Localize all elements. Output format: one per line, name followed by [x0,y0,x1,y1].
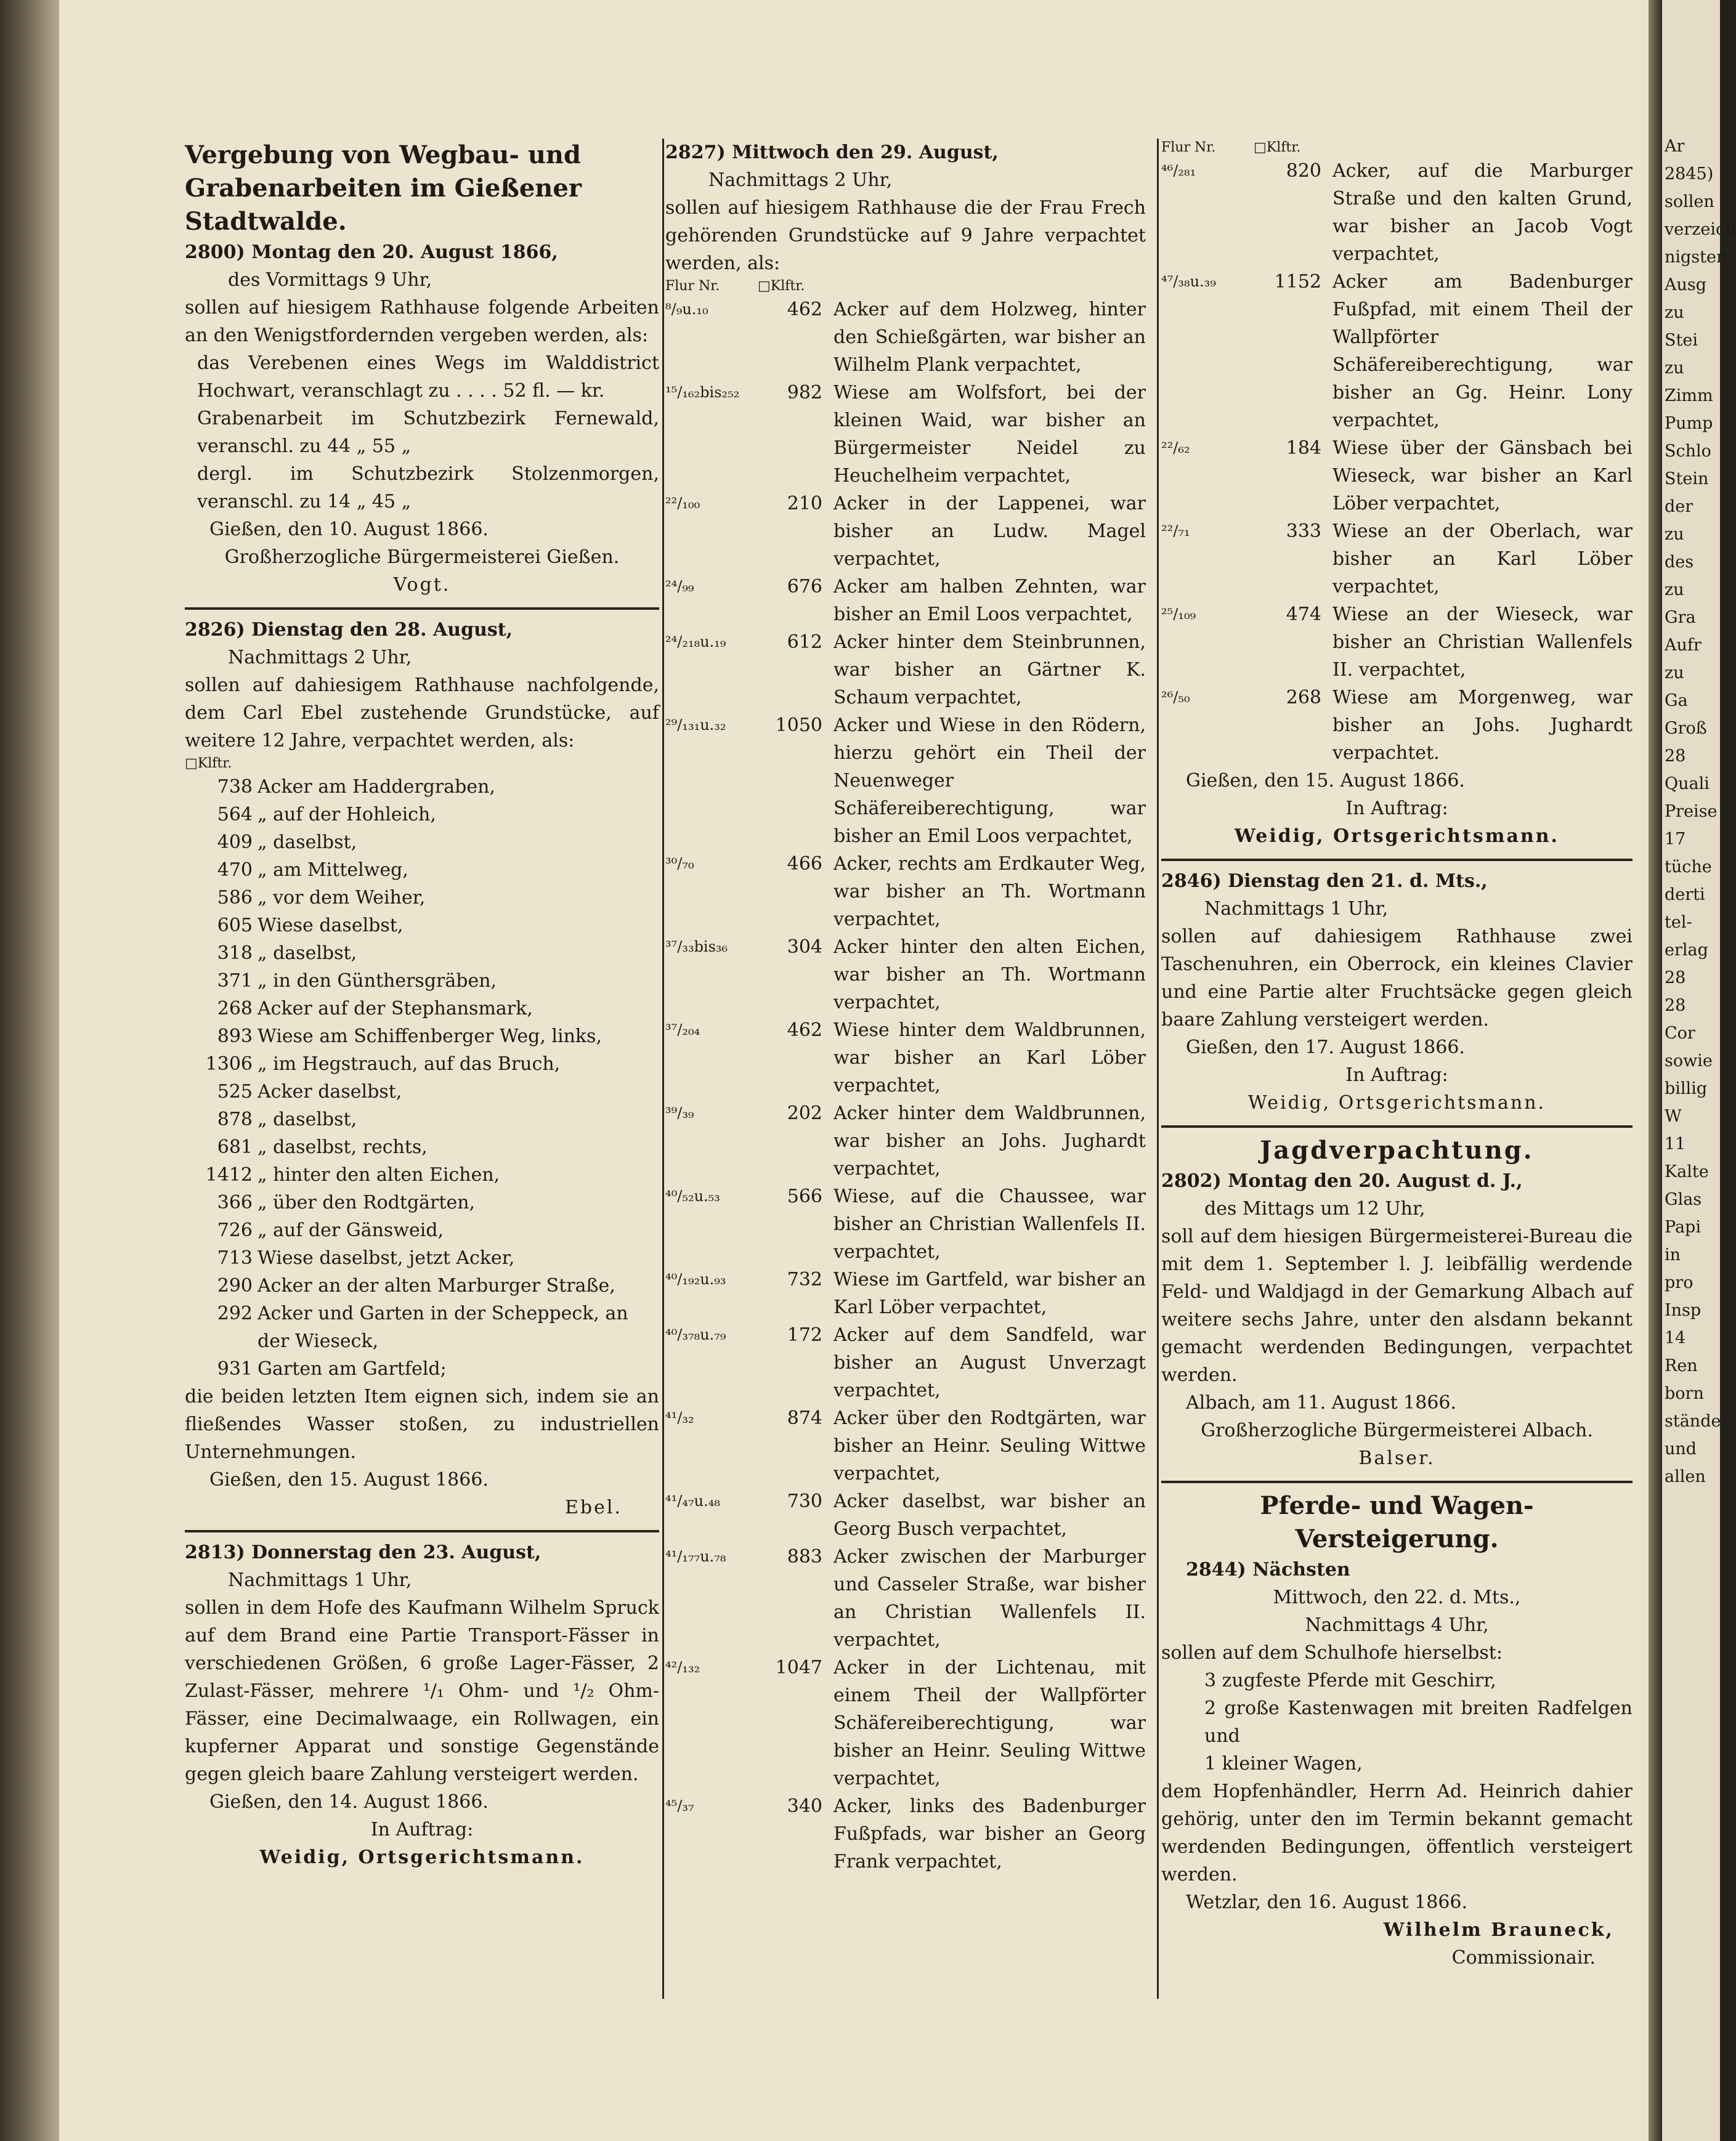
notice-number-date: 2846) Dienstag den 21. d. Mts., [1161,870,1488,892]
flur-number: ²²/₇₁ [1161,522,1190,540]
notice-time: Nachmittags 2 Uhr, [228,647,412,668]
next-page-fragment: Ren [1665,1356,1698,1375]
flur-number: ³⁷/₂₀₄ [665,1021,700,1038]
area-klafter: 525 [217,1081,253,1103]
next-page-fragment: billig [1665,1079,1708,1098]
table-row [665,850,1146,933]
parcel-description: Acker hinter dem Waldbrunnen, war bisher an Johs. Jughardt verpachtet, [834,1103,1146,1180]
table-row [185,1216,659,1244]
next-page-edge [1662,0,1736,2141]
parcel-table [665,277,1146,1876]
parcel-description: „ daselbst, [258,1109,357,1130]
table-row [665,1654,1146,1792]
parcel-description: Acker am Badenburger Fußpfad, mit einem Theil der Wallpförter Schäfereiberechtigung, war bisher an Gg. Heinr. Lony verpachtet, [1332,271,1633,431]
table-row [185,1189,659,1216]
parcel-description: Acker, rechts am Erdkauter Weg, war bisher an Th. Wortmann verpachtet, [834,853,1146,930]
notice-item: 2 große Kastenwagen mit breiten Radfelgen und [1204,1698,1633,1747]
table-row [185,856,659,884]
parcel-description: Wiese an der Wieseck, war bisher an Christian Wallenfels II. verpachtet, [1332,604,1633,681]
flur-number: ⁴⁰/₁₉₂u.₉₃ [665,1271,726,1288]
column-1 [185,139,659,1871]
flur-number: ²²/₁₀₀ [665,495,700,512]
notice-item: Grabenarbeit im Schutzbezirk Fernewald, veranschl. zu 44 „ 55 „ [197,408,659,457]
parcel-description: Acker daselbst, war bisher an Georg Busch verpachtet, [834,1491,1146,1540]
next-page-fragment: Preise [1665,802,1718,821]
parcel-description: „ auf der Gänsweid, [258,1220,444,1241]
next-page-fragment: derti [1665,885,1705,904]
flur-number: ⁴¹/₃₂ [665,1409,694,1427]
table-row [665,296,1146,379]
area-klafter: 874 [787,1407,822,1429]
notice-place-date: Albach, am 11. August 1866. [1186,1392,1457,1414]
notice-signer: Weidig, Ortsgerichtsmann. [259,1847,585,1868]
table-row [185,995,659,1022]
area-klafter: 605 [217,915,253,936]
parcel-description: Acker hinter dem Steinbrunnen, war bisher an Gärtner K. Schaum verpachtet, [834,631,1146,708]
divider [185,607,659,610]
flur-number: ¹⁵/₁₆₂bis₂₅₂ [665,384,740,401]
flur-number: ⁴⁰/₅₂u.₅₃ [665,1188,720,1205]
next-page-fragment: Schlo [1665,442,1711,461]
area-klafter: 893 [217,1026,253,1047]
next-page-fragment: zu [1665,303,1684,322]
notice-title: Pferde- und Wagen-Versteigerung. [1260,1491,1534,1553]
parcel-description: Wiese, auf die Chaussee, war bisher an Christian Wallenfels II. verpachtet, [834,1186,1146,1263]
parcel-description: Wiese am Morgenweg, war bisher an Johs. Jughardt verpachtet. [1332,687,1633,764]
flur-number: ²⁹/₁₃₁u.₃₂ [665,716,726,734]
notice-place-date: Gießen, den 14. August 1866. [209,1791,489,1813]
notice-time: des Mittags um 12 Uhr, [1204,1198,1426,1220]
flur-number: ²⁴/₂₁₈u.₁₉ [665,633,726,650]
parcel-description: Acker an der alten Marburger Straße, [258,1275,615,1297]
notice-signer: Balser. [1358,1447,1435,1469]
flur-number: ³⁰/₇₀ [665,855,694,872]
book-spine [0,0,59,2141]
parcel-description: Wiese im Gartfeld, war bisher an Karl Löber verpachtet, [834,1269,1146,1318]
next-page-fragment: Papi [1665,1218,1701,1237]
area-klafter: 982 [787,382,822,403]
notice-body: dem Hopfenhändler, Herrn Ad. Heinrich dahier gehörig, unter den im Termin bekannt gemacht werdenden Bedingungen, öffentlich versteigert werden. [1161,1781,1633,1885]
notice-body: sollen auf hiesigem Rathhause die der Frau Frech gehörenden Grundstücke auf 9 Jahre verpachtet werden, als: [665,197,1146,274]
column-rule-1 [662,139,664,1999]
flur-number: ⁴⁷/₃₈u.₃₉ [1161,273,1216,290]
table-row [665,490,1146,573]
table-row [665,1792,1146,1876]
notice-number-date: 2800) Montag den 20. August 1866, [185,241,558,263]
parcel-description: Acker hinter den alten Eichen, war bisher an Th. Wortmann verpachtet, [834,936,1146,1013]
flur-number: ⁴¹/₄₇u.₄₈ [665,1492,720,1510]
parcel-description: Acker zwischen der Marburger und Casseler Straße, war bisher an Christian Wallenfels II. verpachtet, [834,1546,1146,1651]
table-row [185,1272,659,1300]
notice-place-date: Gießen, den 17. August 1866. [1186,1037,1465,1058]
next-page-fragment: Gra [1665,608,1696,627]
next-page-fragment: stände [1665,1412,1721,1431]
parcel-description: „ über den Rodtgärten, [258,1192,476,1213]
notice-signer: Weidig, Ortsgerichtsmann. [1235,825,1559,847]
column-header-flur: Flur Nr. [665,278,720,294]
notice-auftrag: In Auftrag: [1345,1064,1448,1086]
table-row [185,884,659,912]
next-page-fragment: Zimm [1665,386,1713,405]
area-klafter: 1050 [775,714,822,736]
table-row [665,1487,1146,1543]
flur-number: ⁸/₉u.₁₀ [665,301,708,318]
parcel-description: Garten am Gartfeld; [258,1358,447,1380]
area-klafter: 676 [787,576,822,597]
notice-item: 1 kleiner Wagen, [1204,1753,1363,1775]
parcel-description: Wiese am Wolfsfort, bei der kleinen Waid, war bisher an Bürgermeister Neidel zu Heuchelheim verpachtet, [834,382,1146,487]
notice-authority: Großherzogliche Bürgermeisterei Gießen. [224,546,620,568]
column-header-klftr: □Klftr. [758,278,805,294]
next-page-fragment: tüche [1665,857,1712,876]
next-page-fragment: pro [1665,1273,1693,1292]
flur-number: ⁴⁶/₂₈₁ [1161,162,1196,179]
table-row [185,1050,659,1078]
table-row [185,1106,659,1133]
flur-number: ³⁷/₃₃bis₃₆ [665,938,728,955]
area-klafter: 184 [1286,437,1321,459]
parcel-description: Acker, links des Badenburger Fußpfads, war bisher an Georg Frank verpachtet, [834,1795,1146,1872]
notice-number-date: 2826) Dienstag den 28. August, [185,619,513,641]
next-page-fragment: 28 [1665,968,1686,987]
parcel-table [185,755,659,1383]
flur-number: ⁴¹/₁₇₇u.₇₈ [665,1548,726,1565]
notice-body: sollen auf dahiesigem Rathhause zwei Taschenuhren, ein Oberrock, ein kleines Clavier und eine Partie alter Fruchtsäcke gegen gleich baare Zahlung versteigert werden. [1161,926,1633,1030]
notice-auftrag: In Auftrag: [1345,798,1448,819]
notice-date: Mittwoch, den 22. d. Mts., [1273,1587,1521,1608]
parcel-description: „ auf der Hohleich, [258,804,436,825]
divider [1161,1125,1633,1128]
table-row [1161,157,1633,268]
next-page-fragment: Insp [1665,1301,1702,1320]
flur-number: ⁴⁰/₃₇₈u.₇₉ [665,1326,726,1343]
next-page-fragment: Cor [1665,1024,1695,1043]
table-row [665,1543,1146,1654]
notice-2846 [1161,867,1633,1117]
table-row [665,1321,1146,1404]
area-klafter: 931 [217,1358,253,1380]
area-klafter: 1306 [205,1053,253,1075]
table-row [665,1404,1146,1487]
parcel-description: Acker daselbst, [258,1081,402,1103]
parcel-description: Acker am Haddergraben, [258,776,495,798]
parcel-description: Acker in der Lichtenau, mit einem Theil der Wallpförter Schäfereiberechtigung, war bisher an Heinr. Seuling Wittwe verpachtet, [834,1657,1146,1789]
area-klafter: 1412 [205,1164,253,1186]
table-row [185,912,659,939]
area-klafter: 564 [217,804,253,825]
area-klafter: 820 [1286,160,1321,182]
column-header-klftr: □Klftr. [185,756,232,771]
table-row [665,1099,1146,1183]
next-page-fragment: in [1665,1245,1681,1265]
parcel-description: Acker am halben Zehnten, war bisher an Emil Loos verpachtet, [834,576,1146,625]
next-page-fragment: Stein [1665,469,1709,488]
next-page-fragment: Kalte [1665,1162,1709,1181]
next-page-fragment: 28 [1665,747,1686,766]
notice-signer: Wilhelm Brauneck, [1383,1919,1614,1941]
area-klafter: 371 [217,970,253,992]
area-klafter: 470 [217,859,253,881]
area-klafter: 409 [217,832,253,853]
flur-number: ²⁴/₉₉ [665,578,694,595]
parcel-description: „ daselbst, [258,942,357,964]
notice-title: Vergebung von Wegbau- und Grabenarbeiten im Gießener Stadtwalde. [185,140,582,236]
book-gutter [1649,0,1662,2141]
notice-place-date: Gießen, den 15. August 1866. [1186,770,1465,791]
next-page-fragment: und [1665,1439,1697,1459]
area-klafter: 1152 [1274,271,1321,293]
area-klafter: 318 [217,942,253,964]
parcel-description: „ im Hegstrauch, auf das Bruch, [258,1053,561,1075]
next-page-fragment: zu [1665,580,1684,599]
next-page-fragment: sollen [1665,192,1714,211]
notice-item: das Verebenen eines Wegs im Walddistrict Hochwart, veranschlagt zu . . . . 52 fl. — kr. [197,352,659,402]
area-klafter: 210 [787,493,822,514]
notice-time: Nachmittags 4 Uhr, [1305,1614,1489,1636]
notice-place-date: Gießen, den 10. August 1866. [209,519,489,540]
table-row [1161,601,1633,684]
next-page-fragment: erlag [1665,941,1708,960]
flur-number: ³⁹/₃₉ [665,1104,694,1122]
parcel-description: „ hinter den alten Eichen, [258,1164,500,1186]
next-page-fragment: born [1665,1384,1704,1403]
notice-item: 3 zugfeste Pferde mit Geschirr, [1204,1670,1496,1691]
next-page-fragment: Ausg [1665,275,1707,294]
next-page-fragment: Groß [1665,719,1707,738]
next-page-fragment: allen [1665,1467,1706,1486]
parcel-description: Acker in der Lappenei, war bisher an Ludw. Magel verpachtet, [834,493,1146,570]
notice-time: des Vormittags 9 Uhr, [228,269,432,291]
area-klafter: 878 [217,1109,253,1130]
area-klafter: 462 [787,1019,822,1041]
area-klafter: 333 [1286,520,1321,542]
parcel-table [1161,139,1633,767]
area-klafter: 612 [787,631,822,653]
column-2 [665,139,1146,1876]
parcel-description: Acker und Garten in der Scheppeck, an der Wieseck, [258,1303,628,1352]
next-page-fragment: tel- [1665,913,1692,932]
table-row [185,1133,659,1161]
parcel-description: Acker, auf die Marburger Straße und den kalten Grund, war bisher an Jacob Vogt verpachtet, [1332,160,1633,265]
next-page-fragment: Stei [1665,331,1698,350]
notice-signer: Vogt. [393,574,451,596]
area-klafter: 340 [787,1795,822,1817]
table-row [1161,268,1633,434]
notice-body: sollen auf dem Schulhofe hierselbst: [1161,1642,1503,1664]
next-page-fragment: des [1665,552,1694,572]
divider [1161,859,1633,861]
notice-2802 [1161,1134,1633,1472]
column-3 [1161,139,1633,1972]
parcel-description: Acker über den Rodtgärten, war bisher an Heinr. Seuling Wittwe verpachtet, [834,1407,1146,1484]
parcel-description: Wiese am Schiffenberger Weg, links, [258,1026,602,1047]
notice-body: sollen auf dahiesigem Rathhause nachfolgende, dem Carl Ebel zustehende Grundstücke, auf weitere 12 Jahre, verpachtet werden, als: [185,674,659,751]
table-row [1161,434,1633,517]
notice-number-date: 2827) Mittwoch den 29. August, [665,142,999,163]
next-page-fragment: Aufr [1665,636,1702,655]
notice-2827 [665,139,1146,1876]
area-klafter: 462 [787,299,822,320]
notice-auftrag: In Auftrag: [370,1819,474,1840]
area-klafter: 586 [217,887,253,909]
table-row [665,379,1146,490]
divider [1161,1481,1633,1483]
table-row [185,1022,659,1050]
table-row [665,711,1146,850]
notice-number: 2844) Nächsten [1186,1559,1350,1580]
parcel-description: Acker und Wiese in den Rödern, hierzu gehört ein Theil der Neuenweger Schäfereiberechtigung, war bisher an Emil Loos verpachtet, [834,714,1146,847]
table-row [665,573,1146,628]
parcel-description: „ daselbst, rechts, [258,1136,428,1158]
area-klafter: 1047 [775,1657,822,1678]
area-klafter: 566 [787,1186,822,1207]
flur-number: ²⁶/₅₀ [1161,689,1190,706]
column-header-flur: Flur Nr. [1161,140,1216,155]
table-row [665,1016,1146,1099]
next-page-fragment: Ga [1665,691,1688,710]
notice-2813 [185,1539,659,1871]
notice-time: Nachmittags 1 Uhr, [1204,898,1389,920]
table-row [665,1183,1146,1266]
next-page-fragment: W [1665,1107,1682,1126]
area-klafter: 474 [1286,604,1321,625]
table-row [185,773,659,801]
notice-place-date: Wetzlar, den 16. August 1866. [1186,1892,1468,1913]
area-klafter: 726 [217,1220,253,1241]
notice-title: Jagdverpachtung. [1260,1136,1534,1165]
next-page-fragment: zu [1665,663,1684,682]
area-klafter: 268 [217,998,253,1019]
area-klafter: 202 [787,1103,822,1124]
table-row [185,1161,659,1189]
next-page-fragment: Quali [1665,774,1710,793]
parcel-description: Acker auf der Stephansmark, [258,998,533,1019]
area-klafter: 292 [217,1303,253,1324]
parcel-description: „ in den Günthersgräben, [258,970,497,992]
parcel-description: „ vor dem Weiher, [258,887,426,909]
area-klafter: 172 [787,1324,822,1346]
flur-number: ⁴²/₁₃₂ [665,1659,700,1676]
next-page-fragment: der [1665,497,1693,516]
next-page-fragment: Pump [1665,414,1713,433]
notice-signer-title: Commissionair. [1451,1947,1596,1969]
divider [185,1530,659,1532]
table-row [185,1300,659,1355]
parcel-description: Acker auf dem Holzweg, hinter den Schießgärten, war bisher an Wilhelm Plank verpachtet, [834,299,1146,376]
table-row [185,939,659,967]
flur-number: ²²/₆₂ [1161,439,1190,456]
table-row [1161,517,1633,601]
next-page-fragment: 2845) [1665,164,1714,184]
next-page-fragment: nigsten [1665,248,1727,267]
table-row [1161,684,1633,767]
next-page-fragment: 17 [1665,830,1686,849]
area-klafter: 466 [787,853,822,875]
parcel-description: Wiese daselbst, jetzt Acker, [258,1247,515,1269]
notice-body: sollen auf hiesigem Rathhause folgende Arbeiten an den Wenigstfordernden vergeben werden, als: [185,297,659,346]
area-klafter: 290 [217,1275,253,1297]
notice-number-date: 2813) Donnerstag den 23. August, [185,1542,541,1563]
area-klafter: 366 [217,1192,253,1213]
notice-place-date: Gießen, den 15. August 1866. [209,1469,489,1491]
flur-number: ²⁵/₁₀₉ [1161,605,1196,623]
parcel-description: „ am Mittelweg, [258,859,408,881]
next-page-fragment: 14 [1665,1329,1686,1348]
area-klafter: 738 [217,776,253,798]
next-page-fragment: sowie [1665,1051,1713,1070]
parcel-description: „ daselbst, [258,832,357,853]
area-klafter: 730 [787,1491,822,1512]
parcel-description: Wiese an der Oberlach, war bisher an Karl Löber verpachtet, [1332,520,1633,597]
notice-number-date: 2802) Montag den 20. August d. J., [1161,1170,1523,1192]
area-klafter: 732 [787,1269,822,1290]
table-row [185,967,659,995]
table-row [665,933,1146,1016]
notice-signer: Weidig, Ortsgerichtsmann. [1247,1092,1546,1114]
next-page-fragment: 11 [1665,1135,1686,1154]
next-page-fragment: zu [1665,358,1684,378]
notice-2827-continued [1161,139,1633,850]
area-klafter: 268 [1286,687,1321,708]
notice-closing: die beiden letzten Item eignen sich, indem sie an fließendes Wasser stoßen, zu industriellen Unternehmungen. [185,1386,659,1463]
table-row [665,1266,1146,1321]
table-row [185,1244,659,1272]
area-klafter: 681 [217,1136,253,1158]
table-row [185,1078,659,1106]
next-page-fragment: Ar [1665,137,1685,156]
parcel-description: Wiese daselbst, [258,915,404,936]
column-rule-2 [1157,139,1159,1999]
notice-2826 [185,616,659,1521]
next-page-fragment: zu [1665,525,1684,544]
parcel-description: Acker auf dem Sandfeld, war bisher an August Unverzagt verpachtet, [834,1324,1146,1401]
notice-time: Nachmittags 1 Uhr, [228,1569,412,1591]
notice-time: Nachmittags 2 Uhr, [708,169,893,191]
notice-body: soll auf dem hiesigen Bürgermeisterei-Bureau die mit dem 1. September l. J. leibfällig werdende Feld- und Waldjagd in der Gemarkung Albach auf weitere sechs Jahre, unter den alsdann bekannt gemacht werdenden Bedingungen, verpachtet werden. [1161,1226,1633,1386]
parcel-description: Wiese über der Gänsbach bei Wieseck, war bisher an Karl Löber verpachtet, [1332,437,1633,514]
notice-2844 [1161,1489,1633,1972]
notice-2800 [185,139,659,599]
notice-signer: Ebel. [565,1497,622,1518]
flur-number: ⁴⁵/₃₇ [665,1797,694,1815]
parcel-description: Wiese hinter dem Waldbrunnen, war bisher an Karl Löber verpachtet, [834,1019,1146,1096]
table-row [185,1355,659,1383]
table-row [665,628,1146,711]
column-header-klftr: □Klftr. [1254,140,1301,155]
area-klafter: 713 [217,1247,253,1269]
next-page-fragment: verzeich [1665,220,1736,239]
notice-body: sollen in dem Hofe des Kaufmann Wilhelm Spruck auf dem Brand eine Partie Transport-Fässer in verschiedenen Größen, 6 große Lager-Fässer, 2 Zulast-Fässer, mehrere ¹/₁ Ohm- und ¹/₂ Ohm-Fässer, eine Decimalwaage, ein Rollwagen, ein kupferner Apparat und sonstige Gegenstände gegen gleich baare Zahlung versteigert werden. [185,1597,659,1785]
notice-item: dergl. im Schutzbezirk Stolzenmorgen, veranschl. zu 14 „ 45 „ [197,463,659,512]
next-page-fragment: 28 [1665,996,1686,1015]
table-row [185,828,659,856]
table-row [185,801,659,828]
area-klafter: 304 [787,936,822,958]
next-page-fragment: Glas [1665,1190,1702,1209]
notice-authority: Großherzogliche Bürgermeisterei Albach. [1201,1420,1593,1441]
area-klafter: 883 [787,1546,822,1568]
